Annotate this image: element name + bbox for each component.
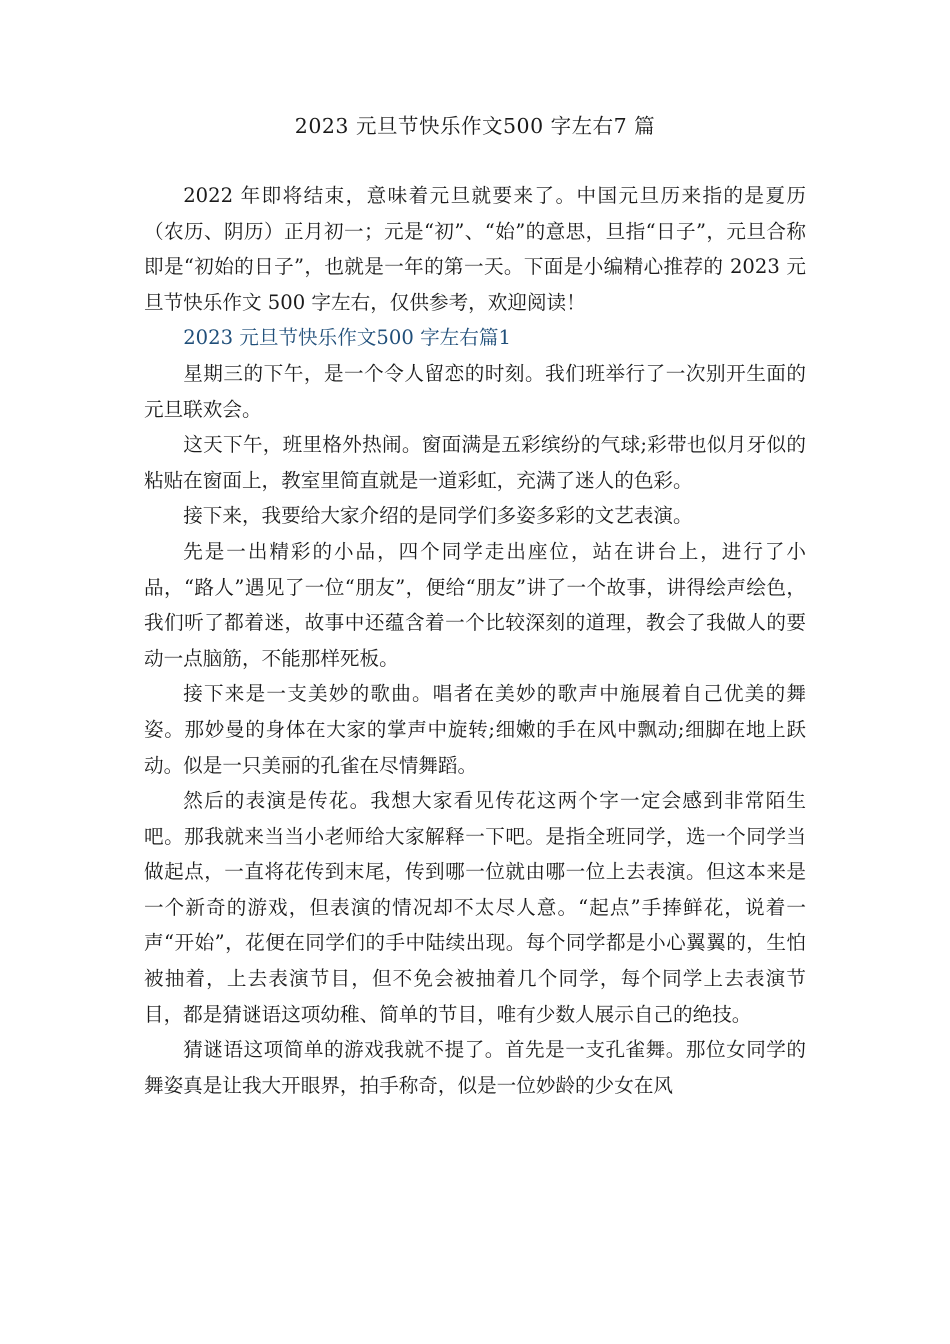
body-paragraph: 这天下午，班里格外热闹。窗面满是五彩缤纷的气球;彩带也似月牙似的粘贴在窗面上，教室里简直就是一道彩虹，充满了迷人的色彩。 bbox=[144, 433, 806, 492]
document-body bbox=[144, 178, 806, 1103]
body-paragraph: 接下来，我要给大家介绍的是同学们多姿多彩的文艺表演。 bbox=[183, 504, 693, 528]
intro-paragraph: 2022 年即将结束，意味着元旦就要来了。中国元旦历来指的是夏历（农历、阴历）正月初一；元是“初”、“始”的意思，旦指“日子”，元旦合称即是“初始的日子”，也就是一年的第一天。下面是小编精心推荐的 2023 元旦节快乐作文 500 字左右，仅供参考，欢迎阅读！ bbox=[144, 184, 806, 314]
body-paragraph: 然后的表演是传花。我想大家看见传花这两个字一定会感到非常陌生吧。那我就来当当小老师给大家解释一下吧。是指全班同学，选一个同学当做起点，一直将花传到末尾，传到哪一位就由哪一位上去表演。但这本来是一个新奇的游戏，但表演的情况却不太尽人意。“起点”手捧鲜花，说着一声“开始”，花便在同学们的手中陆续出现。每个同学都是小心翼翼的，生怕被抽着，上去表演节目，但不免会被抽着几个同学，每个同学上去表演节目，都是猜谜语这项幼稚、简单的节目，唯有少数人展示自己的绝技。 bbox=[144, 789, 806, 1026]
body-paragraph: 接下来是一支美妙的歌曲。唱者在美妙的歌声中施展着自己优美的舞姿。那妙曼的身体在大家的掌声中旋转;细嫩的手在风中飘动;细脚在地上跃动。似是一只美丽的孔雀在尽情舞蹈。 bbox=[144, 682, 806, 777]
document-title: 2023 元旦节快乐作文500 字左右7 篇 bbox=[294, 114, 656, 138]
body-paragraph: 猜谜语这项简单的游戏我就不提了。首先是一支孔雀舞。那位女同学的舞姿真是让我大开眼界，拍手称奇，似是一位妙龄的少女在风 bbox=[144, 1038, 806, 1097]
body-paragraph: 星期三的下午，是一个令人留恋的时刻。我们班举行了一次别开生面的元旦联欢会。 bbox=[144, 361, 806, 421]
body-paragraph: 先是一出精彩的小品，四个同学走出座位，站在讲台上，进行了小品，“路人”遇见了一位“朋友”，便给“朋友”讲了一个故事，讲得绘声绘色，我们听了都着迷，故事中还蕴含着一个比较深刻的道理，教会了我做人的要动一点脑筋，不能那样死板。 bbox=[144, 539, 806, 670]
section-heading: 2023 元旦节快乐作文500 字左右篇1 bbox=[183, 326, 511, 350]
